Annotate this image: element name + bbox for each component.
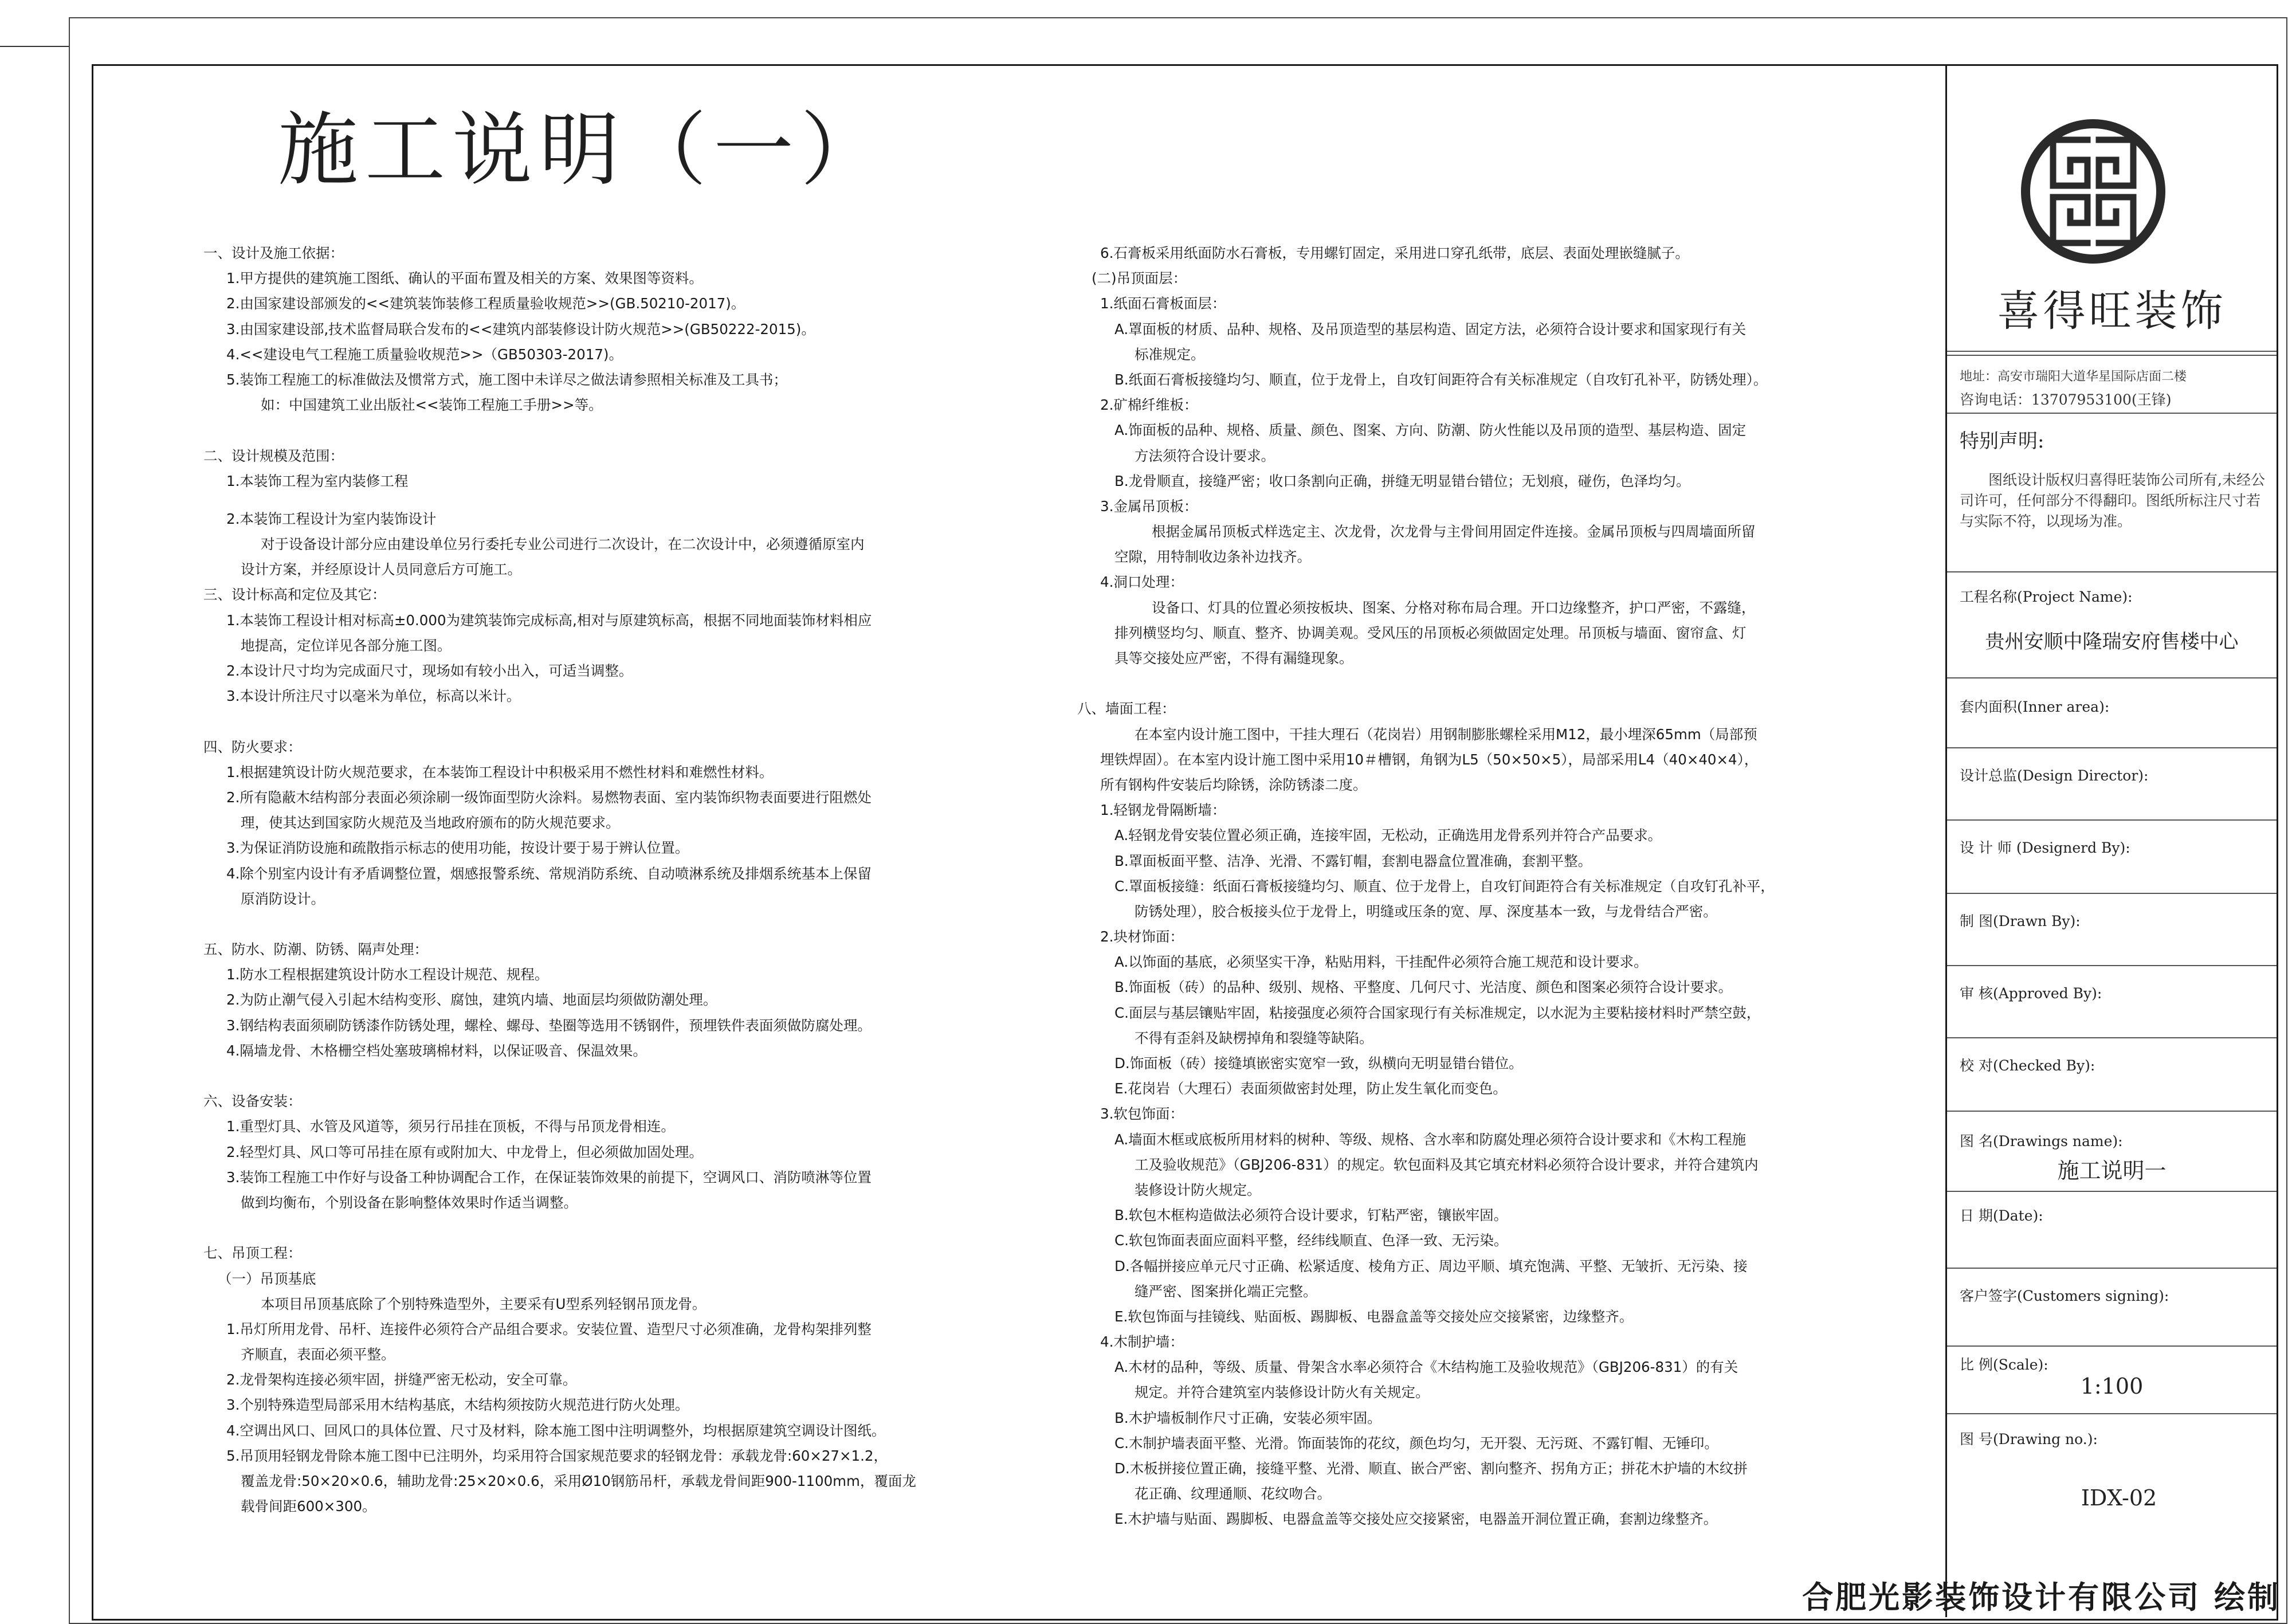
section-heading: 二、设计规模及范围：: [203, 447, 344, 464]
note-line: 2.由国家建设部颁发的<<建筑装饰装修工程质量验收规范>>(GB.50210-2017)。: [226, 295, 745, 312]
note-line: 1.纸面石膏板面层：: [1100, 295, 1226, 312]
note-line: 4.除个别室内设计有矛盾调整位置，烟感报警系统、常规消防系统、自动喷淋系统及排烟系统基本上保留: [226, 865, 872, 882]
note-line: 标准规定。: [1135, 346, 1205, 363]
date-label: 日 期(Date):: [1960, 1207, 2043, 1224]
section-heading: 六、设备安装：: [203, 1093, 302, 1110]
design-director-label: 设计总监(Design Director):: [1960, 767, 2149, 784]
note-line: A.罩面板的材质、品种、规格、及吊顶造型的基层构造、固定方法，必须符合设计要求和国家现行有关: [1114, 320, 1747, 338]
note-line: A.轻钢龙骨安装位置必须正确，连接牢固，无松动，正确选用龙骨系列并符合产品要求。: [1114, 827, 1662, 844]
note-line: E.木护墙与贴面、踢脚板、电器盒盖等交接处应交接紧密，电器盖开洞位置正确，套割边缘整齐。: [1114, 1511, 1718, 1528]
note-line: 原消防设计。: [241, 890, 325, 907]
note-line: 空隙，用特制收边条补边找齐。: [1114, 548, 1311, 566]
note-line: C.面层与基层镶贴牢固，粘接强度必须符合国家现行有关标准规定，以水泥为主要粘接材料时严禁空鼓，: [1114, 1004, 1761, 1021]
note-line: (二)吊顶面层：: [1092, 270, 1187, 287]
section-heading: 四、防火要求：: [203, 738, 302, 755]
note-line: 3.为保证消防设施和疏散指示标志的使用功能，按设计要于易于辨认位置。: [226, 840, 689, 857]
note-line: 4.空调出风口、回风口的具体位置、尺寸及材料，除本施工图中注明调整外，均根据原建筑空调设计图纸。: [226, 1422, 886, 1439]
note-line: 在本室内设计施工图中，干挂大理石（花岗岩）用钢制膨胀螺栓采用M12，最小埋深65mm（局部预: [1135, 725, 1757, 743]
approved-by-label: 审 核(Approved By):: [1960, 985, 2102, 1002]
note-line: C.软包饰面表面应面料平整，经纬线顺直、色泽一致、无污染。: [1114, 1232, 1508, 1249]
line-spacer: [203, 494, 916, 507]
note-line: B.龙骨顺直，接缝严密；收口条割向正确，拼缝无明显错台错位；无划痕，碰伤，色泽均匀。: [1114, 472, 1690, 489]
note-line: 排列横竖均匀、顺直、整齐、协调美观。受风压的吊顶板必须做固定处理。吊顶板与墙面、窗帘盒、灯: [1114, 624, 1747, 641]
note-line: 齐顺直，表面必须平整。: [241, 1346, 395, 1363]
note-line: 3.由国家建设部,技术监督局联合发布的<<建筑内部装修设计防火规范>>(GB50222-2015)。: [226, 320, 815, 338]
drawing-no-label: 图 号(Drawing no.):: [1960, 1431, 2098, 1448]
section-spacer: [203, 709, 916, 734]
company-brand-name: 喜得旺装饰: [1997, 287, 2227, 336]
note-line: 设计方案，并经原设计人员同意后方可施工。: [241, 561, 521, 578]
note-line: B.木护墙板制作尺寸正确，安装必须牢固。: [1114, 1409, 1382, 1426]
note-line: B.软包木框构造做法必须符合设计要求，钉粘严密，镶嵌牢固。: [1114, 1207, 1508, 1224]
note-line: 6.石膏板采用纸面防水石膏板，专用螺钉固定，采用进口穿孔纸带，底层、表面处理嵌缝腻子。: [1100, 245, 1689, 261]
note-line: 所有钢构件安装后均除锈，涂防锈漆二度。: [1100, 776, 1367, 793]
note-line: 3.个别特殊造型局部采用木结构基底，木结构须按防火规范进行防火处理。: [226, 1397, 689, 1414]
customer-signing-label: 客户签字(Customers signing):: [1960, 1288, 2169, 1304]
note-line: A.墙面木框或底板所用材料的树种、等级、规格、含水率和防腐处理必须符合设计要求和《木构工程施: [1114, 1131, 1747, 1148]
scale-value: 1:100: [2080, 1374, 2144, 1399]
note-line: 对于设备设计部分应由建设单位另行委托专业公司进行二次设计，在二次设计中，必须遵循原室内: [261, 536, 865, 553]
title-block: [1945, 64, 2277, 1617]
section-spacer: [203, 1064, 916, 1089]
section-spacer: [203, 1215, 916, 1241]
note-line: 2.所有隐蔽木结构部分表面必须涂刷一级饰面型防火涂料。易燃物表面、室内装饰织物表面要进行阻燃处: [226, 789, 872, 806]
note-line: 2.为防止潮气侵入引起木结构变形、腐蚀，建筑内墙、地面层均须做防潮处理。: [226, 991, 717, 1009]
note-line: 2.本设计尺寸均为完成面尺寸，现场如有较小出入，可适当调整。: [226, 662, 633, 679]
note-line: A.木材的品种，等级、质量、骨架含水率必须符合《木结构施工及验收规范》（GBJ206-831）的有关: [1114, 1359, 1738, 1376]
note-line: B.罩面板面平整、洁净、光滑、不露钉帽，套割电器盒位置准确，套割平整。: [1114, 852, 1592, 869]
note-line: 花正确、纹理通顺、花纹吻合。: [1135, 1485, 1331, 1503]
note-line: 本项目吊顶基底除了个别特殊造型外，主要采有U型系列轻钢吊顶龙骨。: [261, 1295, 707, 1312]
notes-column-right: [1077, 241, 1775, 1532]
note-line: 装修设计防火规定。: [1135, 1181, 1261, 1198]
note-line: 埋铁焊固）。在本室内设计施工图中采用10＃槽钢，角钢为L5（50×50×5），局部采用L4（40×40×4），: [1100, 751, 1759, 768]
note-line: 1.吊灯所用龙骨、吊杆、连接件必须符合产品组合要求。安装位置、造型尺寸必须准确，龙骨构架排列整: [226, 1320, 872, 1337]
section-heading: 三、设计标高和定位及其它：: [203, 586, 386, 603]
note-line: 4.洞口处理：: [1100, 574, 1184, 591]
note-line: 4.<<建设电气工程施工质量验收规范>>（GB50303-2017)。: [226, 346, 623, 363]
note-line: E.花岗岩（大理石）表面须做密封处理，防止发生氧化而变色。: [1114, 1080, 1507, 1097]
note-line: 2.轻型灯具、风口等可吊挂在原有或附加大、中龙骨上，但必须做加固处理。: [226, 1143, 703, 1160]
project-name-label: 工程名称(Project Name):: [1960, 589, 2133, 605]
note-line: C.罩面板接缝：纸面石膏板接缝均匀、顺直、位于龙骨上，自攻钉间距符合有关标准规定（自攻钉孔补平，: [1114, 877, 1775, 895]
note-line: 1.防水工程根据建筑设计防水工程设计规范、规程。: [226, 966, 549, 983]
notes-column-left: [203, 241, 916, 1519]
section-heading: 一、设计及施工依据：: [203, 245, 344, 261]
page-title: 施工说明（一）: [278, 104, 888, 197]
note-line: 如：中国建筑工业出版社<<装饰工程施工手册>>等。: [261, 397, 603, 414]
footer-credit: 合肥光影装饰设计有限公司 绘制: [1802, 1579, 2281, 1615]
project-name-value: 贵州安顺中隆瑞安府售楼中心: [1985, 630, 2239, 653]
note-line: 3.钢结构表面须刷防锈漆作防锈处理，螺栓、螺母、垫圈等选用不锈钢件，预埋铁件表面须做防腐处理。: [226, 1017, 872, 1034]
drawn-by-label: 制 图(Drawn By):: [1960, 913, 2081, 929]
note-line: 载骨间距600×300。: [241, 1498, 376, 1515]
note-line: 规定。并符合建筑室内装修设计防火有关规定。: [1135, 1384, 1430, 1401]
note-line: 3.软包饰面：: [1100, 1105, 1184, 1123]
drawing-name-label: 图 名(Drawings name):: [1960, 1133, 2123, 1150]
note-line: 3.金属吊顶板：: [1100, 497, 1198, 515]
note-line: 具等交接处应严密，不得有漏缝现象。: [1114, 650, 1353, 666]
section-heading: 五、防水、防潮、防锈、隔声处理：: [203, 941, 428, 958]
section-spacer: [203, 418, 916, 443]
note-line: 1.根据建筑设计防火规范要求，在本装饰工程设计中积极采用不燃性材料和难燃性材料。: [226, 763, 774, 780]
scale-label: 比 例(Scale):: [1960, 1356, 2048, 1373]
checked-by-label: 校 对(Checked By):: [1960, 1057, 2095, 1074]
note-line: A.饰面板的品种、规格、质量、颜色、图案、方向、防潮、防火性能以及吊顶的造型、基层构造、固定: [1114, 422, 1747, 439]
note-line: 根据金属吊顶板式样选定主、次龙骨，次龙骨与主骨间用固定件连接。金属吊顶板与四周墙面所留: [1152, 523, 1756, 540]
declaration-label: 特别声明:: [1960, 430, 2044, 453]
note-line: B.饰面板（砖）的品种、级别、规格、平整度、几何尺寸、光洁度、颜色和图案必须符合设计要求。: [1114, 979, 1733, 996]
note-line: 5.吊顶用轻钢龙骨除本施工图中已注明外，均采用符合国家规范要求的轻钢龙骨：承载龙骨:60×27×1.2，: [226, 1447, 888, 1464]
note-line: 缝严密、图案拼化端正完整。: [1135, 1282, 1317, 1300]
note-line: D.木板拼接位置正确，接缝平整、光滑、顺直、嵌合严密、割向整齐、拐角方正；拼花木护墙的木纹拼: [1114, 1460, 1748, 1477]
designer-label: 设 计 师 (Designerd By):: [1960, 840, 2130, 856]
note-line: 2.龙骨架构连接必须牢固，拼缝严密无松动，安全可靠。: [226, 1371, 577, 1388]
note-line: 1.本装饰工程设计相对标高±0.000为建筑装饰完成标高,相对与原建筑标高，根据不同地面装饰材料相应: [226, 611, 872, 629]
note-line: E.软包饰面与挂镜线、贴面板、踢脚板、电器盒盖等交接处应交接紧密，边缘整齐。: [1114, 1308, 1634, 1325]
binding-margin: [0, 46, 70, 1623]
note-line: 不得有歪斜及缺楞掉角和裂缝等缺陷。: [1135, 1029, 1373, 1046]
note-line: A.以饰面的基底，必须坚实干净，粘贴用料，干挂配件必须符合施工规范和设计要求。: [1114, 954, 1648, 971]
inner-area-label: 套内面积(Inner area):: [1960, 699, 2110, 715]
note-line: 1.轻钢龙骨隔断墙：: [1100, 802, 1226, 819]
note-line: D.各幅拼接应单元尺寸正确、松紧适度、棱角方正、周边平顺、填充饱满、平整、无皱折、无污染、接: [1114, 1257, 1748, 1274]
note-line: 5.装饰工程施工的标准做法及惯常方式，施工图中未详尽之做法请参照相关标准及工具书；: [226, 371, 787, 388]
note-line: 防锈处理），胶合板接头位于龙骨上，明缝或压条的宽、厚、深度基本一致，与龙骨结合严密。: [1135, 903, 1717, 920]
note-line: B.纸面石膏板接缝均匀、顺直，位于龙骨上，自攻钉间距符合有关标准规定（自攻钉孔补平，防锈处理）。: [1114, 371, 1768, 388]
note-line: C.木制护墙表面平整、光滑。饰面装饰的花纹，颜色均匀，无开裂、无污斑、不露钉帽、无锤印。: [1114, 1434, 1718, 1452]
note-line: 地提高，定位详见各部分施工图。: [241, 637, 452, 654]
note-line: 3.装饰工程施工中作好与设备工种协调配合工作，在保证装饰效果的前提下，空调风口、消防喷淋等位置: [226, 1168, 872, 1186]
drawing-no-value: IDX-02: [2081, 1485, 2157, 1511]
note-line: D.饰面板（砖）接缝填嵌密实宽窄一致，纵横向无明显错台错位。: [1114, 1055, 1523, 1072]
section-heading: 八、墙面工程：: [1077, 700, 1176, 717]
note-line: 2.本装饰工程设计为室内装饰设计: [226, 510, 437, 527]
scale-cell: [1947, 64, 2277, 1414]
note-line: 方法须符合设计要求。: [1135, 447, 1275, 464]
company-address: 地址：高安市瑞阳大道华星国际店面二楼: [1960, 370, 2187, 384]
note-line: 工及验收规范》（GBJ206-831）的规定。软包面料及其它填充材料必须符合设计要求，并符合建筑内: [1135, 1156, 1759, 1173]
section-spacer: [203, 912, 916, 937]
note-line: 1.甲方提供的建筑施工图纸、确认的平面布置及相关的方案、效果图等资料。: [226, 270, 703, 287]
note-line: 覆盖龙骨:50×20×0.6，辅助龙骨:25×20×0.6，采用Ø10钢筋吊杆，承载龙骨间距900-1100mm，覆面龙: [241, 1473, 916, 1489]
note-line: 4.木制护墙：: [1100, 1333, 1184, 1351]
note-line: 1.重型灯具、水管及风道等，须另行吊挂在顶板，不得与吊顶龙骨相连。: [226, 1118, 675, 1135]
note-line: 理，使其达到国家防火规范及当地政府颁布的防火规范要求。: [241, 814, 620, 831]
declaration-text: 图纸设计版权归喜得旺装饰公司所有,未经公司许可，任何部分不得翻印。图纸所标注尺寸若与实际不符，以现场为准。: [1960, 472, 2265, 529]
section-spacer: [1077, 671, 1775, 696]
note-line: 做到均衡布，个别设备在影响整体效果时作适当调整。: [241, 1194, 578, 1211]
section-heading: 七、吊顶工程：: [203, 1245, 302, 1262]
note-line: （一）吊顶基底: [218, 1270, 316, 1287]
note-line: 2.块材饰面：: [1100, 928, 1184, 946]
note-line: 4.隔墙龙骨、木格栅空档处塞玻璃棉材料，以保证吸音、保温效果。: [226, 1042, 647, 1059]
note-line: 2.矿棉纤维板：: [1100, 397, 1198, 414]
note-line: 1.本装饰工程为室内装修工程: [226, 472, 409, 489]
drawing-name-value: 施工说明一: [2057, 1158, 2167, 1183]
company-phone: 咨询电话：13707953100(王锋): [1960, 391, 2172, 408]
note-line: 3.本设计所注尺寸以毫米为单位，标高以米计。: [226, 688, 521, 705]
note-line: 设备口、灯具的位置必须按板块、图案、分格对称布局合理。开口边缘整齐，护口严密，不露缝，: [1152, 599, 1756, 616]
